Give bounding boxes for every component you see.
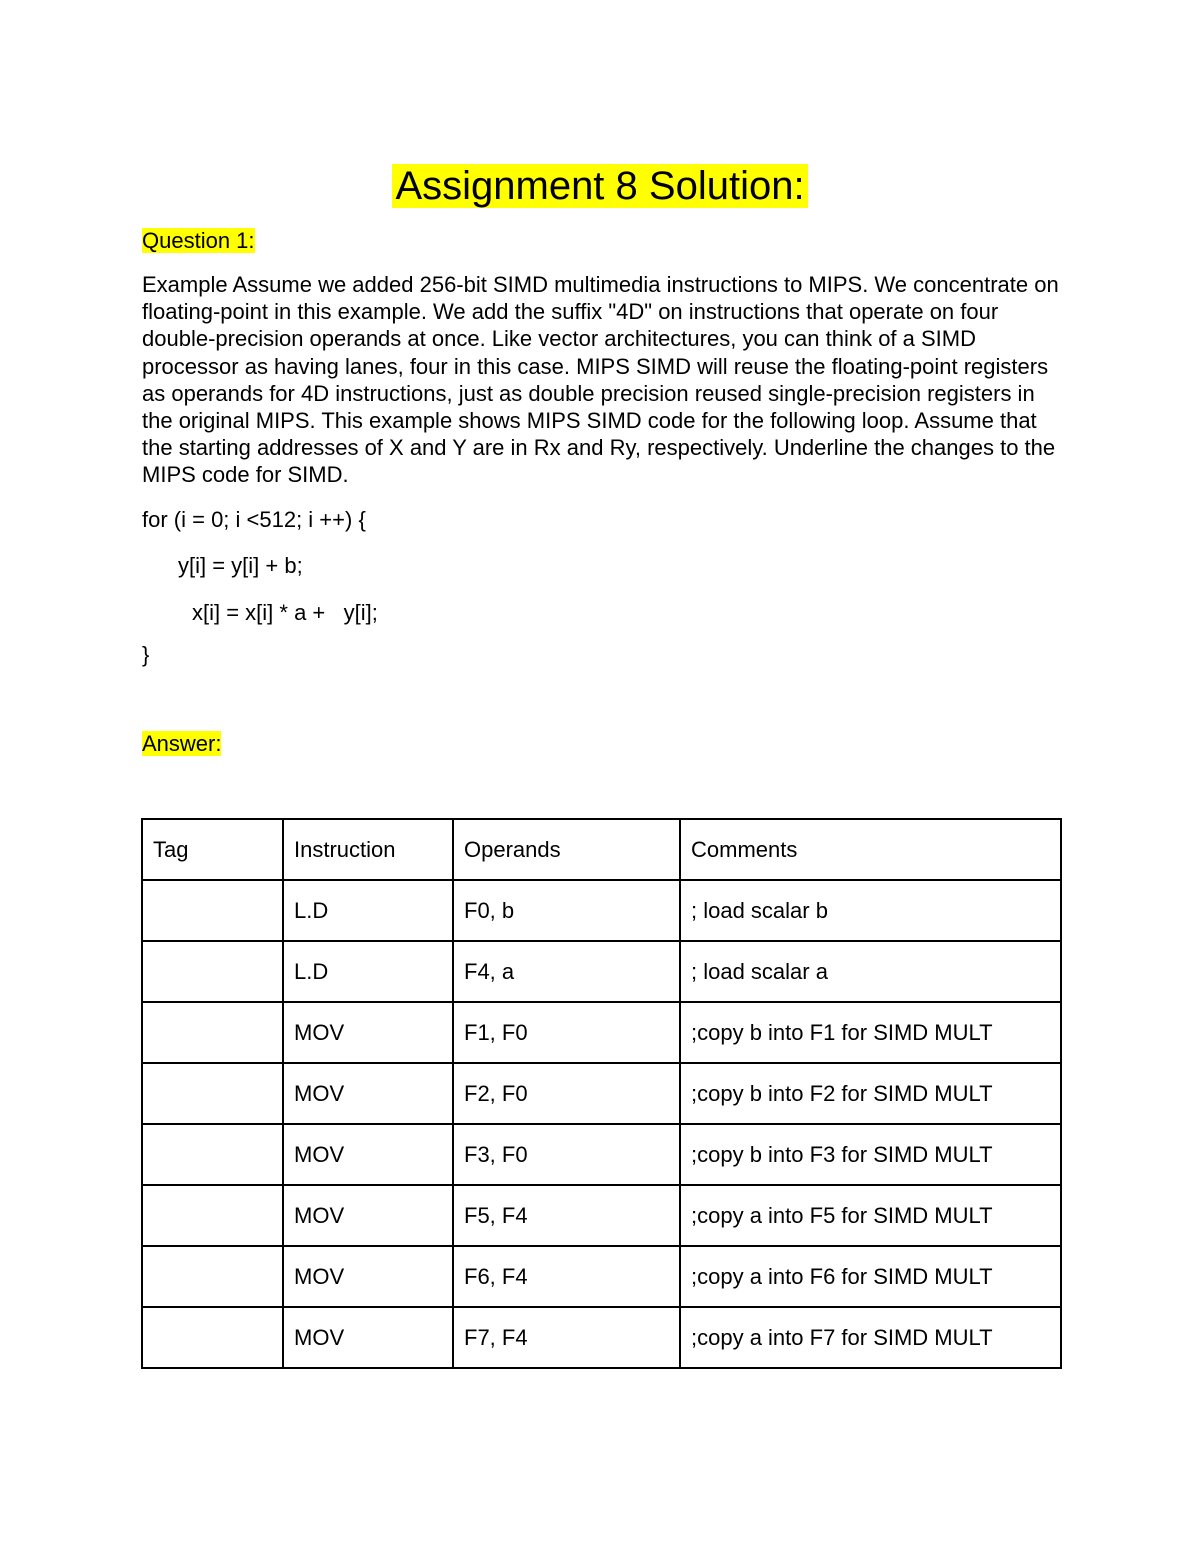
cell-tag [142,1307,283,1368]
cell-comment: ;copy b into F1 for SIMD MULT [680,1002,1061,1063]
code-line-x-assign: x[i] = x[i] * a + y[i]; [192,600,378,625]
cell-tag [142,1002,283,1063]
document-title [0,158,1200,214]
cell-comment: ;copy b into F3 for SIMD MULT [680,1124,1061,1185]
table-row [142,1002,1061,1063]
cell-instruction: MOV [283,1124,453,1185]
table-row [142,1246,1061,1307]
code-line-close-brace: } [142,642,150,667]
cell-instruction: MOV [283,1063,453,1124]
cell-instruction: MOV [283,1002,453,1063]
cell-operands: F1, F0 [453,1002,680,1063]
header-comments: Comments [680,819,1061,880]
header-tag: Tag [142,819,283,880]
cell-operands: F0, b [453,880,680,941]
code-line-for: for (i = 0; i <512; i ++) { [142,507,366,532]
cell-comment: ;copy a into F5 for SIMD MULT [680,1185,1061,1246]
table-header-row [142,819,1061,880]
cell-tag [142,1124,283,1185]
cell-instruction: L.D [283,880,453,941]
question-label [142,226,255,256]
header-instruction: Instruction [283,819,453,880]
cell-comment: ; load scalar a [680,941,1061,1002]
cell-instruction: MOV [283,1307,453,1368]
cell-comment: ;copy a into F6 for SIMD MULT [680,1246,1061,1307]
cell-tag [142,880,283,941]
table-row [142,880,1061,941]
question-label-highlight: Question 1: [142,228,255,253]
question-text: Example Assume we added 256-bit SIMD multimedia instructions to MIPS. We concentrate on floating-point in this example. We add the suffix "4D" on instructions that operate on four double-precision operands at once. Like vector architectures, you can think of a SIMD processor as having lanes, four in this case. MIPS SIMD will reuse the floating-point registers as operands for 4D instructions, just as double precision reused single-precision registers in the original MIPS. This example shows MIPS SIMD code for the following loop. Assume that the starting addresses of X and Y are in Rx and Ry, respectively. Underline the changes to the MIPS code for SIMD. [142,272,1059,488]
header-operands: Operands [453,819,680,880]
cell-comment: ; load scalar b [680,880,1061,941]
cell-comment: ;copy b into F2 for SIMD MULT [680,1063,1061,1124]
cell-operands: F5, F4 [453,1185,680,1246]
answer-label-highlight: Answer: [142,731,222,756]
title-highlight: Assignment 8 Solution: [392,164,807,208]
cell-tag [142,1246,283,1307]
cell-operands: F3, F0 [453,1124,680,1185]
table-row [142,1185,1061,1246]
cell-tag [142,1063,283,1124]
cell-instruction: MOV [283,1185,453,1246]
table-row [142,1124,1061,1185]
cell-operands: F6, F4 [453,1246,680,1307]
table-row [142,1307,1061,1368]
cell-tag [142,941,283,1002]
instruction-table [141,818,1062,1369]
cell-operands: F2, F0 [453,1063,680,1124]
answer-label [142,729,221,759]
cell-instruction: L.D [283,941,453,1002]
table-row [142,941,1061,1002]
cell-tag [142,1185,283,1246]
cell-operands: F4, a [453,941,680,1002]
cell-operands: F7, F4 [453,1307,680,1368]
cell-comment: ;copy a into F7 for SIMD MULT [680,1307,1061,1368]
code-line-y-assign: y[i] = y[i] + b; [178,553,303,578]
cell-instruction: MOV [283,1246,453,1307]
table-row [142,1063,1061,1124]
